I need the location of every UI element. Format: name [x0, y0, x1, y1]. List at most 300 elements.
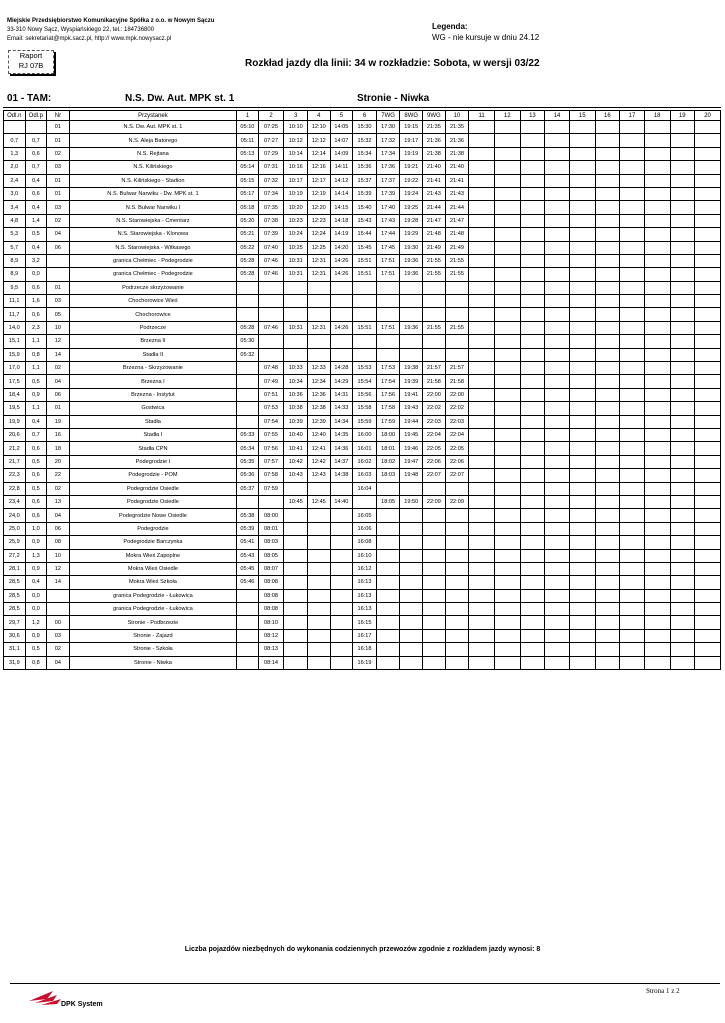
- table-cell: [695, 576, 721, 589]
- table-cell: 17:51: [376, 268, 400, 281]
- table-cell: 18:03: [376, 469, 400, 482]
- table-row: [4, 268, 721, 281]
- table-cell: 0,9: [25, 388, 47, 401]
- table-cell: [284, 603, 308, 616]
- table-cell: 0,0: [25, 603, 47, 616]
- table-cell: [494, 335, 520, 348]
- table-cell: [423, 603, 446, 616]
- table-cell: 12:10: [308, 121, 331, 134]
- table-cell: 8,9: [4, 268, 26, 281]
- table-cell: 15:51: [353, 321, 377, 334]
- table-cell: 12:23: [308, 214, 331, 227]
- table-row: [4, 536, 721, 549]
- table-cell: [353, 308, 377, 321]
- stop-name-cell: Podegrodzie Barczynka: [69, 536, 236, 549]
- table-cell: [569, 187, 595, 200]
- table-cell: [237, 281, 259, 294]
- table-cell: [520, 335, 545, 348]
- table-cell: [423, 308, 446, 321]
- table-cell: 10:31: [284, 254, 308, 267]
- table-cell: [330, 308, 353, 321]
- table-cell: 12:39: [308, 415, 331, 428]
- table-cell: [520, 254, 545, 267]
- table-cell: 0,6: [25, 495, 47, 508]
- table-cell: [595, 187, 620, 200]
- table-cell: [284, 295, 308, 308]
- table-cell: 05:20: [237, 214, 259, 227]
- table-cell: 14:12: [330, 174, 353, 187]
- table-cell: [595, 241, 620, 254]
- table-cell: [695, 402, 721, 415]
- legend-text: WG - nie kursuje w dniu 24.12: [432, 33, 540, 42]
- table-cell: [237, 295, 259, 308]
- table-row: [4, 241, 721, 254]
- company-contact: Email: sekretariat@mpk.sacz.pl, http:// www.mpk.nowysacz.pl: [7, 36, 172, 42]
- table-row: [4, 616, 721, 629]
- table-cell: 07:48: [258, 362, 284, 375]
- column-header: Odl.p: [25, 111, 47, 121]
- table-cell: [47, 603, 70, 616]
- table-cell: 10:39: [284, 415, 308, 428]
- table-cell: [353, 495, 377, 508]
- table-cell: [469, 455, 495, 468]
- table-cell: [494, 589, 520, 602]
- table-cell: [569, 603, 595, 616]
- table-cell: [445, 295, 469, 308]
- table-cell: [400, 509, 423, 522]
- table-cell: 15:54: [353, 375, 377, 388]
- table-cell: [353, 295, 377, 308]
- table-row: [4, 589, 721, 602]
- table-cell: [494, 187, 520, 200]
- table-cell: [644, 549, 670, 562]
- table-cell: [376, 589, 400, 602]
- table-cell: 17:53: [376, 362, 400, 375]
- table-cell: 05:34: [237, 442, 259, 455]
- table-cell: [620, 562, 645, 575]
- table-cell: 05:15: [237, 174, 259, 187]
- table-cell: [620, 402, 645, 415]
- table-cell: 08:08: [258, 576, 284, 589]
- table-cell: 0,7: [25, 134, 47, 147]
- table-cell: [469, 616, 495, 629]
- table-cell: 12:34: [308, 375, 331, 388]
- table-cell: [569, 201, 595, 214]
- table-cell: [595, 134, 620, 147]
- table-cell: [545, 415, 570, 428]
- table-cell: [670, 509, 695, 522]
- table-cell: 14:05: [330, 121, 353, 134]
- table-cell: [569, 308, 595, 321]
- table-cell: [670, 308, 695, 321]
- table-cell: 16:08: [353, 536, 377, 549]
- table-cell: [308, 348, 331, 361]
- table-cell: [469, 254, 495, 267]
- table-cell: 0,9: [25, 536, 47, 549]
- table-cell: [520, 174, 545, 187]
- table-cell: [284, 576, 308, 589]
- table-cell: [308, 603, 331, 616]
- table-cell: 12:20: [308, 201, 331, 214]
- table-cell: [494, 348, 520, 361]
- table-cell: [423, 589, 446, 602]
- table-cell: [494, 562, 520, 575]
- table-cell: [330, 335, 353, 348]
- table-cell: [353, 335, 377, 348]
- legend: [432, 21, 539, 43]
- table-cell: 31,1: [4, 643, 26, 656]
- table-cell: [644, 522, 670, 535]
- table-cell: 15:53: [353, 362, 377, 375]
- table-cell: [376, 549, 400, 562]
- table-cell: [520, 589, 545, 602]
- table-cell: [620, 656, 645, 669]
- table-cell: [494, 147, 520, 160]
- table-cell: [376, 576, 400, 589]
- route-id: 01 - TAM:: [7, 93, 52, 104]
- table-cell: 28,5: [4, 603, 26, 616]
- table-cell: [670, 495, 695, 508]
- table-cell: [376, 643, 400, 656]
- table-cell: [330, 603, 353, 616]
- table-cell: [469, 295, 495, 308]
- table-cell: [237, 629, 259, 642]
- table-cell: [308, 589, 331, 602]
- table-cell: [400, 656, 423, 669]
- stop-name-cell: Podegrodzie Osiedle: [69, 495, 236, 508]
- table-cell: [595, 295, 620, 308]
- table-cell: [670, 629, 695, 642]
- table-cell: 05:17: [237, 187, 259, 200]
- table-cell: [330, 629, 353, 642]
- table-cell: 07:39: [258, 228, 284, 241]
- table-cell: [620, 576, 645, 589]
- table-cell: 21:55: [445, 268, 469, 281]
- table-cell: [47, 589, 70, 602]
- table-cell: 15:37: [353, 174, 377, 187]
- table-cell: 0,9: [25, 562, 47, 575]
- table-cell: 17:54: [376, 375, 400, 388]
- table-cell: [445, 348, 469, 361]
- table-cell: 19:19: [400, 147, 423, 160]
- table-cell: [494, 268, 520, 281]
- table-cell: [569, 388, 595, 401]
- table-cell: [308, 576, 331, 589]
- table-cell: [595, 576, 620, 589]
- table-cell: [469, 549, 495, 562]
- table-cell: [670, 161, 695, 174]
- table-cell: [520, 321, 545, 334]
- table-cell: [545, 214, 570, 227]
- table-cell: [469, 629, 495, 642]
- table-cell: 21:48: [445, 228, 469, 241]
- table-cell: [469, 643, 495, 656]
- table-cell: [469, 161, 495, 174]
- table-cell: [25, 121, 47, 134]
- table-cell: [284, 616, 308, 629]
- table-cell: [545, 549, 570, 562]
- table-cell: [258, 335, 284, 348]
- table-cell: [237, 402, 259, 415]
- table-cell: [670, 442, 695, 455]
- table-cell: 22:06: [445, 455, 469, 468]
- table-cell: [445, 281, 469, 294]
- table-cell: 12:17: [308, 174, 331, 187]
- table-cell: [545, 295, 570, 308]
- table-cell: [595, 375, 620, 388]
- table-cell: 08:05: [258, 549, 284, 562]
- table-cell: [494, 375, 520, 388]
- table-cell: 27,2: [4, 549, 26, 562]
- table-cell: 2,3: [25, 321, 47, 334]
- table-cell: [620, 241, 645, 254]
- table-cell: 05:14: [237, 161, 259, 174]
- table-cell: [376, 616, 400, 629]
- table-cell: [595, 268, 620, 281]
- table-cell: [620, 509, 645, 522]
- table-cell: 05:35: [237, 455, 259, 468]
- table-row: [4, 174, 721, 187]
- table-cell: [620, 147, 645, 160]
- table-cell: 16:13: [353, 576, 377, 589]
- table-cell: [644, 482, 670, 495]
- stop-name-cell: N.S. Starowiejska - Witkasego: [69, 241, 236, 254]
- table-cell: [595, 174, 620, 187]
- table-cell: 06: [47, 241, 70, 254]
- table-row: [4, 455, 721, 468]
- table-cell: [308, 308, 331, 321]
- table-cell: [695, 629, 721, 642]
- table-cell: 17:39: [376, 187, 400, 200]
- table-cell: 07:40: [258, 241, 284, 254]
- table-cell: [494, 495, 520, 508]
- table-cell: [330, 295, 353, 308]
- table-cell: [494, 134, 520, 147]
- table-cell: [595, 388, 620, 401]
- table-cell: [644, 201, 670, 214]
- table-cell: [620, 603, 645, 616]
- table-cell: [620, 522, 645, 535]
- table-row: [4, 254, 721, 267]
- table-cell: 16:13: [353, 589, 377, 602]
- table-cell: 01: [47, 174, 70, 187]
- company-name: Miejskie Przedsiębiorstwo Komunikacyjne Spółka z o.o. w Nowym Sączu: [7, 18, 215, 24]
- table-cell: 15:39: [353, 187, 377, 200]
- table-cell: 05:37: [237, 482, 259, 495]
- table-cell: [308, 295, 331, 308]
- table-cell: 16:15: [353, 616, 377, 629]
- table-cell: [569, 281, 595, 294]
- table-cell: 21:47: [445, 214, 469, 227]
- table-cell: [545, 281, 570, 294]
- table-row: [4, 576, 721, 589]
- table-cell: 10:24: [284, 228, 308, 241]
- report-code: RJ 07B: [18, 61, 44, 70]
- table-cell: [620, 335, 645, 348]
- table-cell: [376, 603, 400, 616]
- table-cell: 16:18: [353, 643, 377, 656]
- table-cell: [520, 495, 545, 508]
- table-cell: 0,0: [25, 268, 47, 281]
- table-cell: [494, 241, 520, 254]
- table-cell: [469, 415, 495, 428]
- table-cell: [569, 268, 595, 281]
- table-cell: 08:08: [258, 603, 284, 616]
- table-cell: 21,2: [4, 442, 26, 455]
- table-row: [4, 402, 721, 415]
- table-cell: [308, 482, 331, 495]
- table-cell: 19:15: [400, 121, 423, 134]
- table-cell: 14:31: [330, 388, 353, 401]
- table-cell: [595, 509, 620, 522]
- table-cell: 14:09: [330, 147, 353, 160]
- table-cell: 15:58: [353, 402, 377, 415]
- table-cell: [695, 187, 721, 200]
- timetable-body: [4, 121, 721, 670]
- table-cell: [670, 174, 695, 187]
- table-row: [4, 375, 721, 388]
- table-cell: [445, 522, 469, 535]
- table-cell: [569, 121, 595, 134]
- table-cell: 21:35: [445, 121, 469, 134]
- table-cell: [520, 348, 545, 361]
- table-cell: [494, 603, 520, 616]
- table-cell: 14:07: [330, 134, 353, 147]
- table-cell: [545, 509, 570, 522]
- table-cell: [423, 629, 446, 642]
- table-cell: [330, 482, 353, 495]
- table-cell: 0,8: [25, 348, 47, 361]
- table-cell: [494, 428, 520, 441]
- column-header: 7WG: [376, 111, 400, 121]
- table-cell: [695, 228, 721, 241]
- table-cell: 1,6: [25, 295, 47, 308]
- table-cell: 07:55: [258, 428, 284, 441]
- stop-name-cell: Stronie - Szkoła: [69, 643, 236, 656]
- table-cell: 22:04: [423, 428, 446, 441]
- table-cell: 21:40: [423, 161, 446, 174]
- table-cell: 03: [47, 161, 70, 174]
- table-cell: 22:09: [445, 495, 469, 508]
- table-cell: [400, 603, 423, 616]
- table-cell: 19:44: [400, 415, 423, 428]
- table-row: [4, 495, 721, 508]
- table-cell: 1,0: [25, 522, 47, 535]
- table-cell: 06: [47, 522, 70, 535]
- table-cell: 16:12: [353, 562, 377, 575]
- table-cell: 16:04: [353, 482, 377, 495]
- table-cell: [620, 362, 645, 375]
- table-cell: [520, 562, 545, 575]
- table-row: [4, 482, 721, 495]
- table-cell: [545, 348, 570, 361]
- table-cell: [595, 629, 620, 642]
- table-cell: 12:25: [308, 241, 331, 254]
- table-cell: [595, 321, 620, 334]
- table-cell: 14:19: [330, 228, 353, 241]
- table-cell: 17:36: [376, 161, 400, 174]
- table-cell: 07:53: [258, 402, 284, 415]
- table-cell: [695, 201, 721, 214]
- table-cell: [595, 402, 620, 415]
- table-cell: [644, 295, 670, 308]
- table-row: [4, 348, 721, 361]
- table-cell: 19:45: [400, 428, 423, 441]
- table-cell: [469, 187, 495, 200]
- table-cell: 12:14: [308, 147, 331, 160]
- table-cell: [569, 228, 595, 241]
- table-row: [4, 509, 721, 522]
- table-cell: 07:38: [258, 214, 284, 227]
- table-cell: [670, 147, 695, 160]
- table-cell: 05:13: [237, 147, 259, 160]
- table-cell: [494, 415, 520, 428]
- table-cell: 0,5: [25, 375, 47, 388]
- table-cell: 17,0: [4, 362, 26, 375]
- table-cell: [237, 656, 259, 669]
- table-cell: [670, 589, 695, 602]
- table-cell: 21:57: [445, 362, 469, 375]
- table-cell: [545, 643, 570, 656]
- table-cell: 16:05: [353, 509, 377, 522]
- table-cell: 16:19: [353, 656, 377, 669]
- table-cell: [545, 469, 570, 482]
- table-cell: [308, 616, 331, 629]
- table-cell: 3,4: [4, 201, 26, 214]
- table-cell: [469, 656, 495, 669]
- table-cell: [569, 576, 595, 589]
- table-row: [4, 643, 721, 656]
- table-cell: [644, 375, 670, 388]
- table-cell: [284, 482, 308, 495]
- table-cell: [644, 254, 670, 267]
- table-cell: 0,5: [25, 482, 47, 495]
- table-cell: 0,6: [25, 509, 47, 522]
- table-cell: 07:35: [258, 201, 284, 214]
- table-cell: [469, 362, 495, 375]
- table-cell: [670, 295, 695, 308]
- table-cell: [237, 616, 259, 629]
- table-cell: [569, 656, 595, 669]
- stop-name-cell: N.S. Bulwar Narwiku I: [69, 201, 236, 214]
- table-cell: [595, 335, 620, 348]
- table-cell: 08:07: [258, 562, 284, 575]
- table-cell: [400, 308, 423, 321]
- stop-name-cell: granica Chełmiec - Podegrodzie: [69, 254, 236, 267]
- table-cell: 21:57: [423, 362, 446, 375]
- table-cell: [423, 656, 446, 669]
- table-cell: [595, 308, 620, 321]
- table-cell: 04: [47, 375, 70, 388]
- table-cell: 15:34: [353, 147, 377, 160]
- table-cell: [520, 134, 545, 147]
- table-cell: 15,1: [4, 335, 26, 348]
- table-cell: [423, 348, 446, 361]
- logo-text: DPK System: [61, 1001, 103, 1008]
- table-cell: [695, 281, 721, 294]
- table-cell: [308, 549, 331, 562]
- table-cell: 19:36: [400, 268, 423, 281]
- table-cell: [545, 536, 570, 549]
- table-cell: [545, 321, 570, 334]
- table-cell: 0,6: [25, 281, 47, 294]
- table-cell: [644, 214, 670, 227]
- table-cell: [445, 482, 469, 495]
- table-cell: [284, 348, 308, 361]
- table-cell: 17:32: [376, 134, 400, 147]
- table-cell: [620, 134, 645, 147]
- table-cell: [545, 335, 570, 348]
